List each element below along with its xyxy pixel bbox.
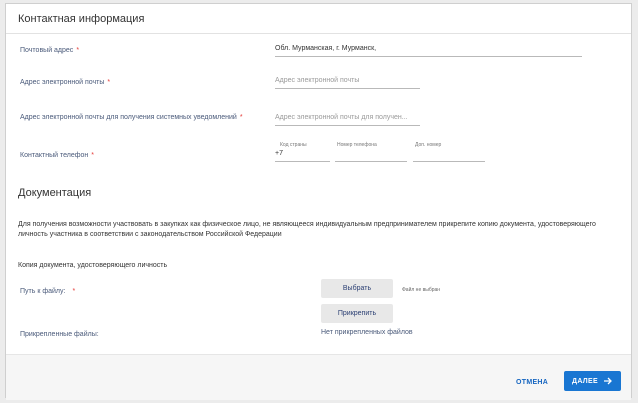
section-divider <box>6 33 631 34</box>
ext-number-label: Доп. номер <box>415 142 442 148</box>
ext-number-underline <box>413 161 485 162</box>
postal-address-underline <box>275 56 582 57</box>
country-code-field[interactable]: +7 <box>275 150 283 157</box>
next-button[interactable] <box>564 371 621 391</box>
docs-description: Для получения возможности участвовать в закупках как физическое лицо, не являющееся индивидуальным предпринимателем прикрепите копию документа, удостоверяющего личность участника в соответствии с законодательством Российской Федерации <box>18 221 596 238</box>
id-copy-label: Копия документа, удостоверяющего личность <box>18 262 168 269</box>
attached-files-value: Нет прикрепленных файлов <box>321 329 413 336</box>
email-label: Адрес электронной почты * <box>20 79 111 86</box>
file-path-label: Путь к файлу: * <box>20 288 76 295</box>
required-mark: * <box>72 288 76 295</box>
phone-number-underline <box>335 161 407 162</box>
cancel-button[interactable]: ОТМЕНА <box>516 379 549 386</box>
required-mark: * <box>91 152 94 159</box>
docs-section-title: Документация <box>18 187 92 199</box>
phone-label: Контактный телефон * <box>20 152 94 159</box>
country-code-underline <box>275 161 330 162</box>
contact-form-panel <box>5 3 632 398</box>
email-field[interactable]: Адрес электронной почты <box>275 77 360 84</box>
phone-number-label: Номер телефона <box>337 142 377 148</box>
postal-address-field[interactable]: Обл. Мурманская, г. Мурманск, <box>275 45 377 52</box>
ext-number-field[interactable] <box>413 148 485 160</box>
phone-number-field[interactable] <box>335 148 407 160</box>
notify-email-field[interactable]: Адрес электронной почты для получен... <box>275 114 408 121</box>
choose-file-button[interactable]: Выбрать <box>321 279 393 298</box>
next-button-label: ДАЛЕЕ <box>572 377 598 385</box>
contact-section-title: Контактная информация <box>18 13 145 25</box>
attach-file-button[interactable]: Прикрепить <box>321 304 393 323</box>
attached-files-label: Прикрепленные файлы: <box>20 331 99 338</box>
country-code-label: Код страны <box>280 142 307 148</box>
arrow-right-icon <box>604 377 613 385</box>
postal-address-label: Почтовый адрес * <box>20 47 80 54</box>
required-mark: * <box>239 114 243 121</box>
required-mark: * <box>107 79 111 86</box>
notify-email-underline <box>275 125 420 126</box>
form-footer <box>6 354 631 400</box>
required-mark: * <box>76 47 80 54</box>
no-file-text: Файл не выбран <box>402 287 441 293</box>
notify-email-label: Адрес электронной почты для получения системных уведомлений * <box>20 114 243 121</box>
email-underline <box>275 88 420 89</box>
